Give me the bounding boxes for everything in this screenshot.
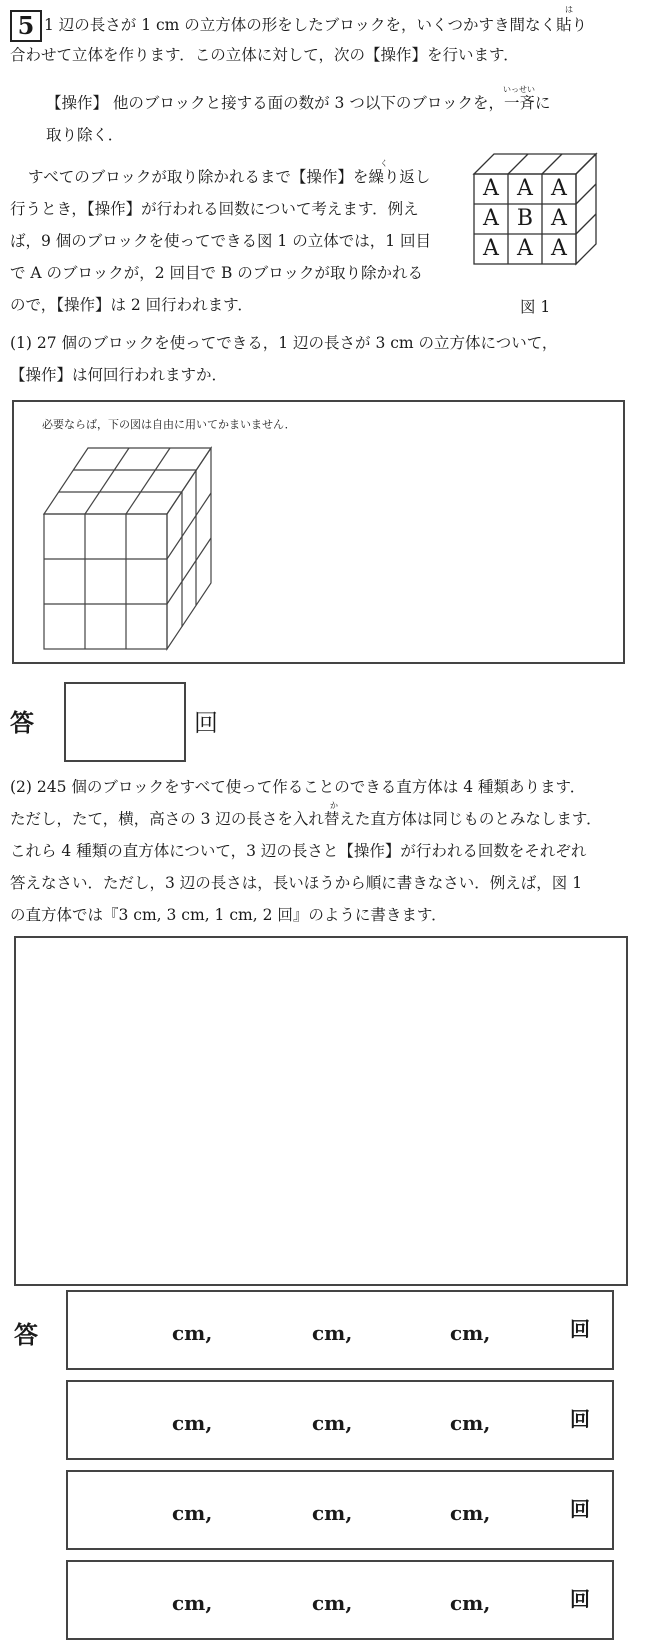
part1-answer-label: 答 <box>10 708 34 737</box>
figure-1-caption: 図 1 <box>520 298 551 316</box>
operation-line-1: 【操作】 他のブロックと接する面の数が 3 つ以下のブロックを，一斉に <box>46 94 551 112</box>
part2-line-1: (2) 245 個のブロックをすべて使って作ることのできる直方体は 4 種類あります． <box>10 778 586 796</box>
body-line-3: ば，9 個のブロックを使ってできる図 1 の立体では，1 回目 <box>10 232 431 250</box>
fig1-cell-a: A <box>483 206 499 231</box>
unit-cm: cm, <box>312 1591 353 1615</box>
part2-answer-row[interactable] <box>66 1470 614 1550</box>
intro-line-2: 合わせて立体を作ります．この立体に対して，次の【操作】を行います． <box>10 46 519 64</box>
fig1-cell-a: A <box>551 176 567 201</box>
body-line-2: 行うとき，【操作】が行われる回数について考えます．例え <box>10 200 419 218</box>
work-area-note: 必要ならば，下の図は自由に用いてかまいません． <box>42 418 296 431</box>
part2-line-5: の直方体では『3 cm, 3 cm, 1 cm, 2 回』のように書きます． <box>10 906 447 924</box>
fig1-cell-a: A <box>483 236 499 261</box>
unit-cm: cm, <box>312 1411 353 1435</box>
part2-line-4: 答えなさい．ただし，3 辺の長さは，長いほうから順に書きなさい．例えば，図 1 <box>10 874 583 892</box>
fig1-cell-a: A <box>551 236 567 261</box>
unit-cm: cm, <box>172 1501 213 1525</box>
part2-answer-row[interactable] <box>66 1290 614 1370</box>
ruby-ku: く <box>380 159 388 168</box>
unit-cm: cm, <box>312 1321 353 1345</box>
unit-cm: cm, <box>450 1501 491 1525</box>
part1-line-1: (1) 27 個のブロックを使ってできる，1 辺の長さが 3 cm の立方体について， <box>10 334 558 352</box>
part2-line-2: ただし，たて，横，高さの 3 辺の長さを入れ替えた直方体は同じものとみなします． <box>10 810 602 828</box>
part2-answer-label: 答 <box>14 1320 38 1349</box>
unit-cm: cm, <box>172 1321 213 1345</box>
figure-1 <box>470 150 600 290</box>
fig1-cell-a: A <box>551 206 567 231</box>
part2-answer-row[interactable] <box>66 1560 614 1640</box>
fig1-cell-a: A <box>483 176 499 201</box>
operation-line-2: 取り除く． <box>46 126 124 144</box>
intro-line-1: 1 辺の長さが 1 cm の立方体の形をしたブロックを，いくつかすき間なく貼り <box>44 16 588 34</box>
unit-kai: 回 <box>570 1587 590 1611</box>
unit-cm: cm, <box>450 1411 491 1435</box>
fig1-cell-a: A <box>517 236 533 261</box>
cube-3x3-sketch <box>38 440 268 660</box>
part1-work-area[interactable] <box>12 400 625 664</box>
body-line-1: すべてのブロックが取り除かれるまで【操作】を繰り返し <box>28 168 431 186</box>
unit-kai: 回 <box>570 1317 590 1341</box>
unit-kai: 回 <box>570 1497 590 1521</box>
body-line-4: で A のブロックが，2 回目で B のブロックが取り除かれる <box>10 264 423 282</box>
unit-cm: cm, <box>172 1411 213 1435</box>
ruby-ha: は <box>565 5 573 14</box>
unit-kai: 回 <box>570 1407 590 1431</box>
ruby-ka: か <box>330 801 338 810</box>
part2-answer-row[interactable] <box>66 1380 614 1460</box>
unit-cm: cm, <box>312 1501 353 1525</box>
fig1-cell-a: A <box>517 176 533 201</box>
part1-unit-kai: 回 <box>194 709 218 737</box>
unit-cm: cm, <box>450 1591 491 1615</box>
body-line-5: ので，【操作】は 2 回行われます． <box>10 296 253 314</box>
ruby-issei: いっせい <box>503 85 535 94</box>
question-number: 5 <box>10 10 42 42</box>
unit-cm: cm, <box>450 1321 491 1345</box>
part1-line-2: 【操作】は何回行われますか． <box>10 366 228 384</box>
fig1-cell-b: B <box>516 206 534 231</box>
part1-answer-box[interactable] <box>64 682 186 762</box>
part2-work-area[interactable] <box>14 936 628 1286</box>
part2-line-3: これら 4 種類の直方体について，3 辺の長さと【操作】が行われる回数をそれぞれ <box>10 842 587 860</box>
unit-cm: cm, <box>172 1591 213 1615</box>
